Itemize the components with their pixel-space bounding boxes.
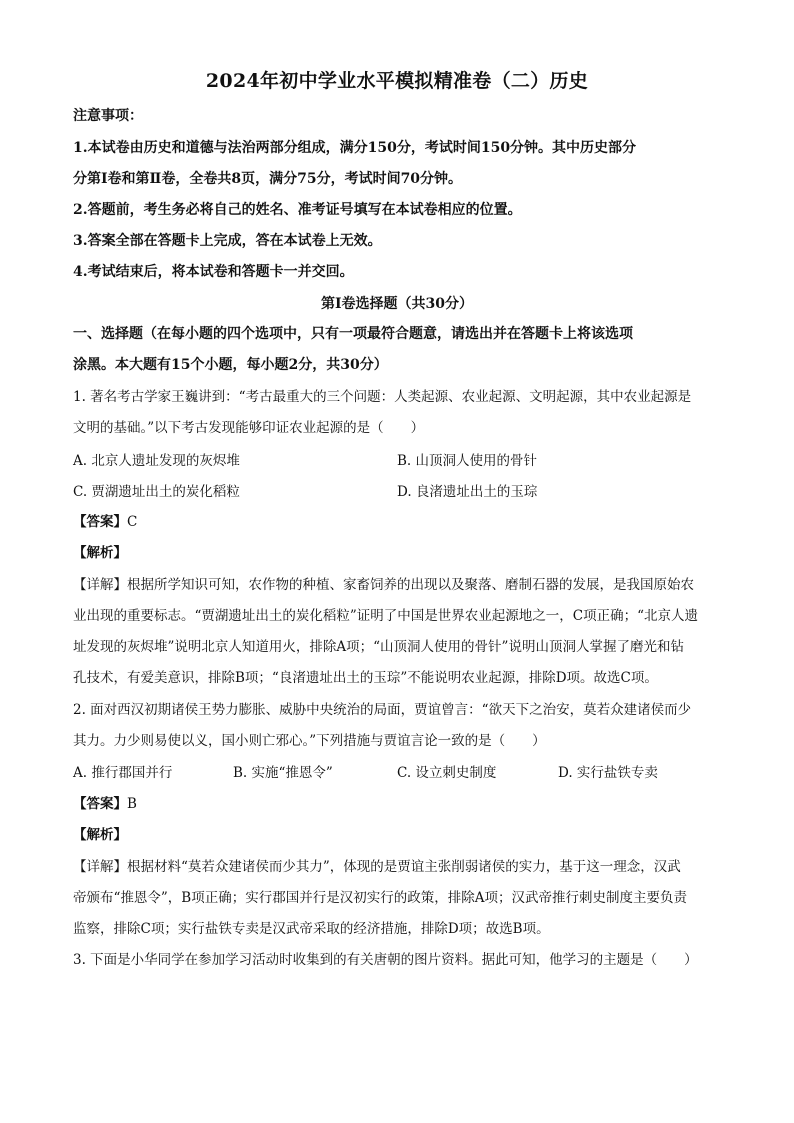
option-b: B. 山顶洞人使用的骨针 — [397, 453, 538, 469]
answer-value: B — [127, 796, 137, 812]
detail-line: 【详解】根据材料“莫若众建诸侯而少其力”，体现的是贾谊主张削弱诸侯的实力，基于这一理念，汉武 — [73, 859, 681, 875]
option-a: A. 北京人遗址发现的灰烬堆 — [73, 453, 240, 469]
answer-label: 【答案】 — [73, 796, 127, 812]
page-title: 2024年初中学业水平模拟精准卷（二）历史 — [205, 70, 589, 92]
option-b: B. 实施“推恩令” — [233, 765, 333, 781]
answer-line — [73, 794, 723, 814]
answer-line — [73, 512, 723, 532]
notice-item: 3.答案全部在答题卡上完成，答在本试卷上无效。 — [73, 233, 382, 249]
option-c: C. 设立刺史制度 — [397, 765, 497, 781]
detail-line: 孔技术，有爱美意识，排除B项；“良渚遗址出土的玉琮”不能说明农业起源，排除D项。故选C项。 — [73, 670, 658, 686]
detail-line: 监察，排除C项；实行盐铁专卖是汉武帝采取的经济措施，排除D项；故选B项。 — [73, 921, 550, 937]
notice-item: 1.本试卷由历史和道德与法治两部分组成，满分150分，考试时间150分钟。其中历史部分 — [73, 140, 637, 156]
part-instructions: 一、选择题（在每小题的四个选项中，只有一项最符合题意，请选出并在答题卡上将该选项 — [73, 326, 633, 342]
notice-item: 4.考试结束后，将本试卷和答题卡一并交回。 — [73, 264, 354, 280]
detail-line: 帝颁布“推恩令”，B项正确；实行郡国并行是汉初实行的政策，排除A项；汉武帝推行刺史制度主要负责 — [73, 890, 687, 906]
question-stem: 其力。力少则易使以义，国小则亡邪心。”下列措施与贾谊言论一致的是（ ） — [73, 733, 546, 749]
notice-heading: 注意事项： — [73, 108, 143, 124]
question-stem: 3. 下面是小华同学在参加学习活动时收集到的有关唐朝的图片资料。据此可知，他学习的主题是（ ） — [73, 952, 698, 968]
option-d: D. 实行盐铁专卖 — [558, 765, 658, 781]
answer-label: 【答案】 — [73, 514, 127, 530]
notice-item: 分第Ⅰ卷和第Ⅱ卷，全卷共8页，满分75分，考试时间70分钟。 — [73, 171, 463, 187]
notice-item: 2.答题前，考生务必将自己的姓名、准考证号填写在本试卷相应的位置。 — [73, 202, 522, 218]
detail-line: 【详解】根据所学知识可知，农作物的种植、家畜饲养的出现以及聚落、磨制石器的发展，是我国原始农 — [73, 577, 694, 593]
analysis-label: 【解析】 — [73, 545, 127, 561]
detail-line: 址发现的灰烬堆”说明北京人知道用火，排除A项；“山顶洞人使用的骨针”说明山顶洞人掌握了磨光和钻 — [73, 639, 684, 655]
analysis-label: 【解析】 — [73, 827, 127, 843]
part-instructions: 涂黑。本大题有15个小题，每小题2分，共30分） — [73, 357, 388, 373]
detail-line: 业出现的重要标志。“贾湖遗址出土的炭化稻粒”证明了中国是世界农业起源地之一，C项正确；“北京人遗 — [73, 608, 699, 624]
section-title: 第Ⅰ卷选择题（共30分） — [320, 296, 474, 312]
option-a: A. 推行郡国并行 — [73, 765, 173, 781]
question-stem: 文明的基础。”以下考古发现能够印证农业起源的是（ ） — [73, 420, 425, 436]
question-stem: 1. 著名考古学家王巍讲到：“考古最重大的三个问题：人类起源、农业起源、文明起源，其中农业起源是 — [73, 389, 692, 405]
answer-value: C — [127, 514, 138, 530]
question-stem: 2. 面对西汉初期诸侯王势力膨胀、威胁中央统治的局面，贾谊曾言：“欲天下之治安，莫若众建诸侯而少 — [73, 702, 692, 718]
option-d: D. 良渚遗址出土的玉琮 — [397, 484, 538, 500]
option-c: C. 贾湖遗址出土的炭化稻粒 — [73, 484, 240, 500]
